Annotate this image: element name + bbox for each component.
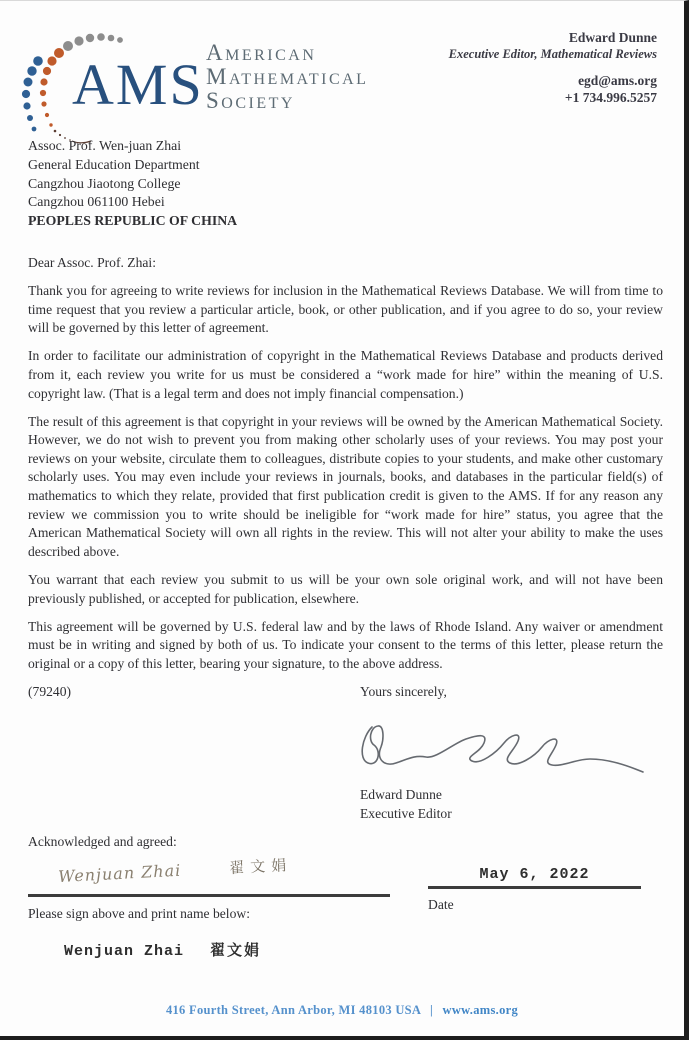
paragraph-4: You warrant that each review you submit to us will be your own sole original work, and will not have been previously published, or accepted for publication, elsewhere. [28,571,663,606]
salutation: Dear Assoc. Prof. Zhai: [28,255,156,270]
date-value: May 6, 2022 [479,866,590,883]
printed-name [64,939,400,960]
date-line [428,886,641,889]
signoff-row [28,683,663,702]
reference-number: (79240) [28,683,72,699]
recipient-line: Cangzhou Jiaotong College [28,175,181,191]
date-block [428,866,641,913]
recipient-address [28,137,237,231]
footer-separator: | [430,1003,434,1017]
printed-name-latin: Wenjuan Zhai [64,943,185,960]
wenjuan-zhai-signature [58,854,293,887]
paragraph-2: In order to facilitate our administration of copyright in the Mathematical Reviews Database and products derived from it, each review you write for us must be considered a “work made for hire” within the meaning of U.S. copyright law. (That is a legal term and does not imply financial compensation.) [28,348,663,401]
acknowledgement-section [28,834,400,960]
footer-website: www.ams.org [442,1003,519,1017]
recipient-country: PEOPLES REPUBLIC OF CHINA [28,213,238,229]
sender-contact-block [449,29,657,106]
sender-phone: +1 734.996.5257 [564,90,657,105]
signer-name: Edward Dunne [360,787,442,803]
printed-name-chinese: 翟文娟 [210,943,262,960]
wordmark-line-1: American [206,40,317,65]
edward-dunne-signature [356,703,663,783]
recipient-line: General Education Department [28,156,200,172]
date-label: Date [428,897,454,912]
sender-name: Edward Dunne [568,30,657,45]
ams-acronym: AMS [72,52,204,117]
ams-wordmark [206,41,368,113]
ams-logo [18,21,438,131]
wordmark-line-3: Society [206,88,295,113]
acknowledgement-heading: Acknowledged and agreed: [28,834,177,849]
recipient-line: Assoc. Prof. Wen-juan Zhai [28,138,182,153]
footer [0,1003,684,1018]
footer-address: 416 Fourth Street, Ann Arbor, MI 48103 USA [165,1003,421,1017]
recipient-line: Cangzhou 061100 Hebei [28,194,165,210]
signature-line [28,894,390,897]
signature-chinese: 翟文娟 [228,855,293,878]
paragraph-5: This agreement will be governed by U.S. federal law and by the laws of Rhode Island. Any waiver or amendment must be in writing and signed by both of us. To indicate your consent to the terms of this letter, please return the original or a copy of this letter, bearing your signature, to the above address. [28,618,663,671]
signer-block [360,785,663,823]
signer-title: Executive Editor [360,806,452,822]
sender-title: Executive Editor, Mathematical Reviews [448,47,657,61]
paragraph-3: The result of this agreement is that copyright in your reviews will be owned by the American Mathematical Society. However, we do not wish to prevent you from making other scholarly uses of your reviews. You may post your reviews on your website, circulate them to colleagues, distribute copies to your students, and make other customary scholarly uses. You may even include your reviews in journals, books, and databases in the particular field(s) of mathematics to which they relate, provided that first publication credit is given to the AMS. If for any reason any review we commission you to write should be ineligible for “work made for hire” status, you agree that the American Mathematical Society will own all rights in the review. This will not alter your ability to make the uses described above. [28,413,663,559]
sender-email: egd@ams.org [578,73,657,88]
sign-instruction: Please sign above and print name below: [28,906,250,921]
paragraph-1: Thank you for agreeing to write reviews for inclusion in the Mathematical Reviews Database. We will from time to time request that you review a particular article, book, or other publication, and if you agree to do so, your review will be governed by this letter of agreement. [28,283,663,336]
wordmark-line-2: Mathematical [206,64,369,89]
recipient-signature-row [28,850,400,894]
letter-body [28,254,663,823]
closing-phrase: Yours sincerely, [360,683,447,699]
signature-script: Wenjuan Zhai [57,860,182,887]
